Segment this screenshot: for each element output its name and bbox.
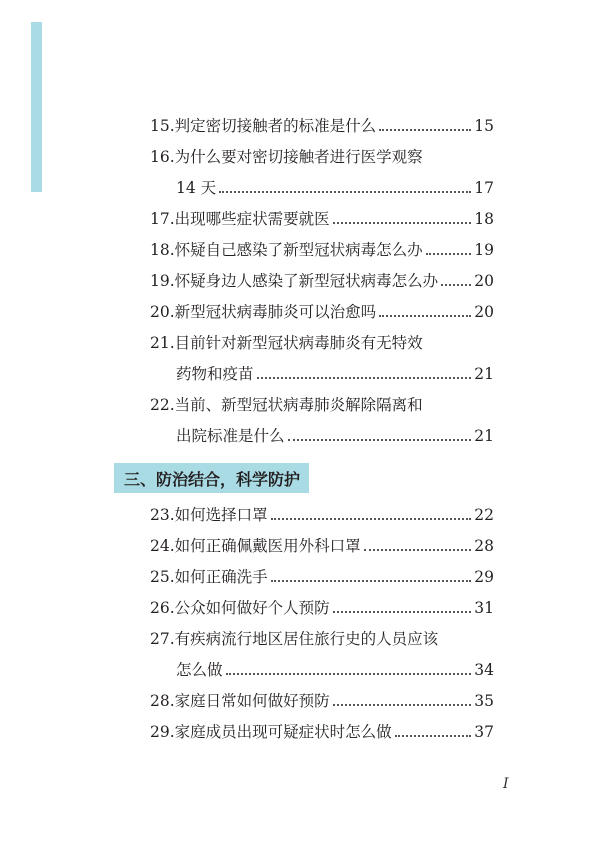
toc-entry-27[interactable] xyxy=(150,625,494,649)
toc-number: 24. xyxy=(150,537,175,555)
toc-page-number: 34 xyxy=(474,661,494,679)
dot-leader xyxy=(395,735,472,737)
toc-page-number: 28 xyxy=(474,537,494,555)
toc-page-number: 15 xyxy=(474,117,494,135)
toc-title-continued: 14 天 xyxy=(176,179,217,197)
toc-title: 如何选择口罩 xyxy=(174,506,268,524)
toc-title: 如何正确佩戴医用外科口罩 xyxy=(174,537,361,555)
section-header[interactable] xyxy=(114,463,309,493)
toc-title-continued: 怎么做 xyxy=(176,661,223,679)
dot-leader xyxy=(333,611,472,613)
dot-leader xyxy=(379,129,471,131)
toc-entry-23[interactable] xyxy=(150,501,494,525)
toc-number: 21. xyxy=(150,334,175,352)
toc-number: 22. xyxy=(150,396,175,414)
toc-title: 公众如何做好个人预防 xyxy=(174,599,330,617)
dot-leader xyxy=(364,549,472,551)
toc-page-number: 21 xyxy=(474,427,494,445)
toc-title: 如何正确洗手 xyxy=(174,568,268,586)
toc-title: 有疾病流行地区居住旅行史的人员应该 xyxy=(174,630,439,648)
toc-entry-18[interactable] xyxy=(150,236,494,260)
toc-number: 20. xyxy=(150,303,175,321)
toc-entry-27-continued[interactable] xyxy=(176,656,494,680)
toc-entry-16[interactable] xyxy=(150,143,494,167)
toc-number: 19. xyxy=(150,272,175,290)
folio-page-number: I xyxy=(503,776,509,792)
toc-page-number: 21 xyxy=(474,365,494,383)
toc-entry-24[interactable] xyxy=(150,532,494,556)
toc-number: 25. xyxy=(150,568,175,586)
toc-number: 16. xyxy=(150,148,175,166)
toc-title: 判定密切接触者的标准是什么 xyxy=(174,117,377,135)
toc-entry-22[interactable] xyxy=(150,391,494,415)
toc-number: 26. xyxy=(150,599,175,617)
toc-page-number: 31 xyxy=(474,599,494,617)
toc-title-continued: 出院标准是什么 xyxy=(176,427,285,445)
toc-title: 出现哪些症状需要就医 xyxy=(174,210,330,228)
toc-entry-19[interactable] xyxy=(150,267,494,291)
dot-leader xyxy=(426,253,472,255)
toc-entry-17[interactable] xyxy=(150,205,494,229)
dot-leader xyxy=(333,704,472,706)
toc-page-number: 17 xyxy=(474,179,494,197)
toc-title: 目前针对新型冠状病毒肺炎有无特效 xyxy=(174,334,423,352)
toc-entry-26[interactable] xyxy=(150,594,494,618)
toc-number: 29. xyxy=(150,723,175,741)
toc-number: 23. xyxy=(150,506,175,524)
toc-entry-20[interactable] xyxy=(150,298,494,322)
toc-title-continued: 药物和疫苗 xyxy=(176,365,254,383)
toc-page-number: 20 xyxy=(474,272,494,290)
toc-number: 28. xyxy=(150,692,175,710)
toc-title: 当前、新型冠状病毒肺炎解除隔离和 xyxy=(174,396,423,414)
toc-page-number: 19 xyxy=(474,241,494,259)
toc-title: 家庭成员出现可疑症状时怎么做 xyxy=(174,723,392,741)
toc-entry-21-continued[interactable] xyxy=(176,360,494,384)
toc-page-number: 22 xyxy=(474,506,494,524)
toc-page-number: 29 xyxy=(474,568,494,586)
toc-page-number: 35 xyxy=(474,692,494,710)
toc-entry-25[interactable] xyxy=(150,563,494,587)
toc-title: 家庭日常如何做好预防 xyxy=(174,692,330,710)
section-title: 三、防治结合，科学防护 xyxy=(124,469,301,489)
toc-number: 27. xyxy=(150,630,175,648)
dot-leader xyxy=(379,315,471,317)
toc-entry-29[interactable] xyxy=(150,718,494,742)
toc-title: 新型冠状病毒肺炎可以治愈吗 xyxy=(174,303,377,321)
toc-entry-16-continued[interactable] xyxy=(176,174,494,198)
dot-leader xyxy=(257,377,472,379)
dot-leader xyxy=(271,580,472,582)
toc-number: 18. xyxy=(150,241,175,259)
toc-entry-28[interactable] xyxy=(150,687,494,711)
dot-leader xyxy=(288,439,472,441)
decorative-side-bar xyxy=(31,22,42,192)
dot-leader xyxy=(271,518,472,520)
toc-entry-21[interactable] xyxy=(150,329,494,353)
toc-title: 怀疑身边人感染了新型冠状病毒怎么办 xyxy=(174,272,439,290)
toc-entry-22-continued[interactable] xyxy=(176,422,494,446)
dot-leader xyxy=(219,191,471,193)
toc-title: 为什么要对密切接触者进行医学观察 xyxy=(174,148,423,166)
toc-entry-15[interactable] xyxy=(150,112,494,136)
dot-leader xyxy=(333,222,472,224)
toc-title: 怀疑自己感染了新型冠状病毒怎么办 xyxy=(174,241,423,259)
toc-page-number: 18 xyxy=(474,210,494,228)
toc-number: 15. xyxy=(150,117,175,135)
toc-page-number: 37 xyxy=(474,723,494,741)
toc-page-number: 20 xyxy=(474,303,494,321)
dot-leader xyxy=(441,284,471,286)
dot-leader xyxy=(226,673,472,675)
toc-number: 17. xyxy=(150,210,175,228)
